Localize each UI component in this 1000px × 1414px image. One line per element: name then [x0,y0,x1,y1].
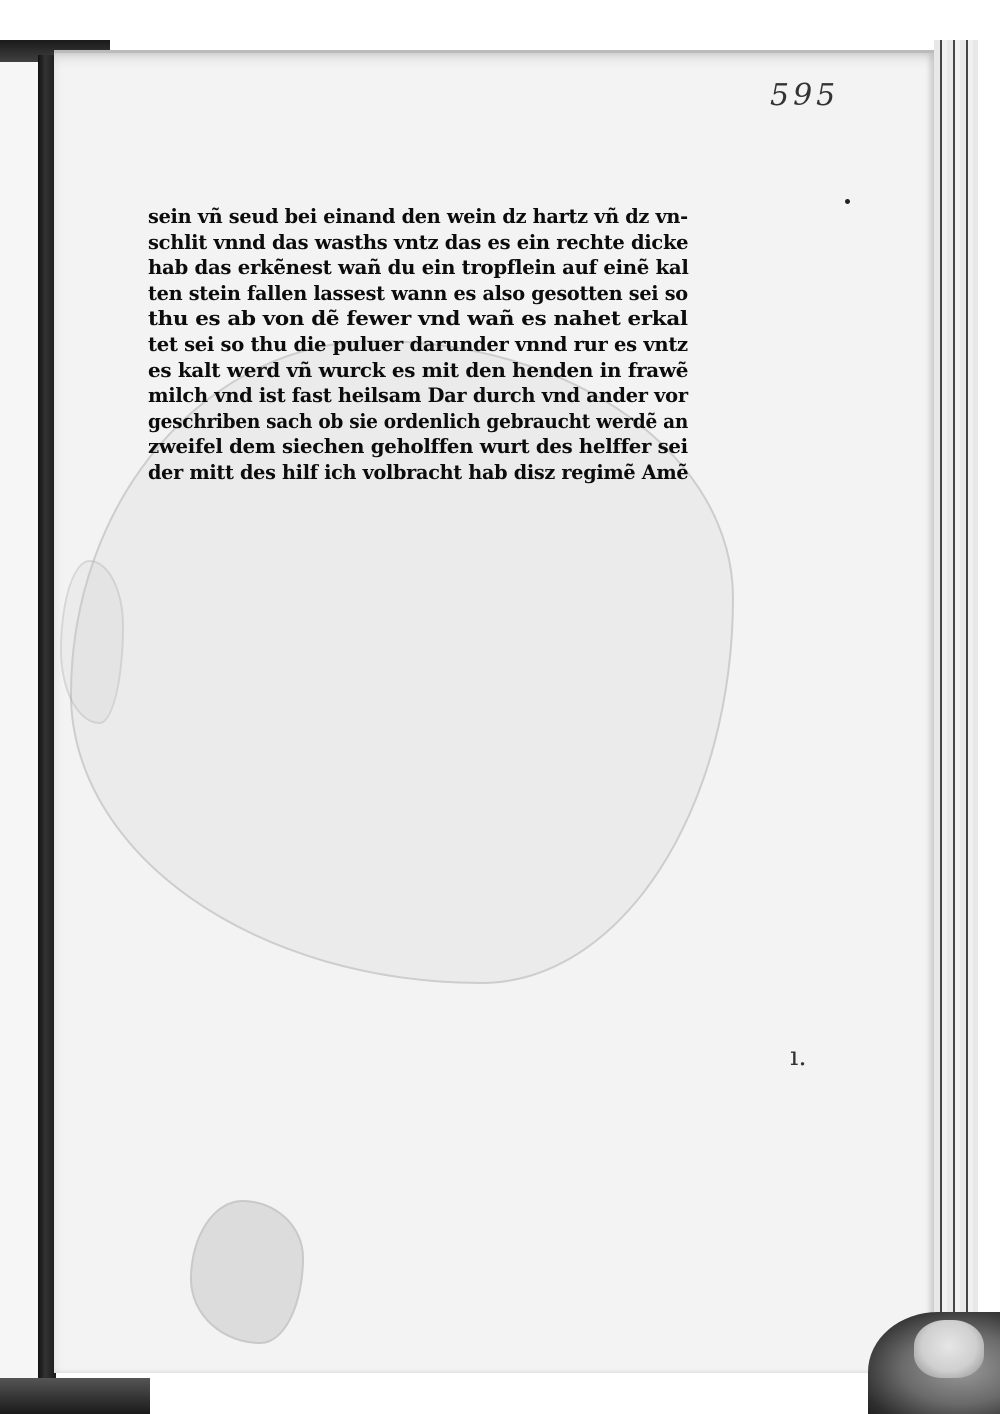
folio-number: 595 [770,78,840,113]
text-line: schlit vnnd das wasths vntz das es ein rechte dicke [148,229,689,254]
thumbnail [914,1320,984,1378]
text-line: sein vñ seud bei einand den wein dz hartz vñ dz vn- [148,204,688,228]
text-line: ten stein fallen lassest wann es also gesotten sei so [148,280,688,305]
water-stain-small [190,1200,304,1344]
text-line: es kalt werd vñ wurck es mit den henden in frawẽ [148,357,689,382]
page-edges [934,40,978,1370]
binding-edge-bottom [0,1378,150,1414]
text-line: milch vnd ist fast heilsam Dar durch vnd ander vor [148,383,688,408]
text-line: tet sei so thu die puluer darunder vnnd rur es vntz [148,331,688,356]
body-text [148,204,688,486]
text-line: zweifel dem siechen geholffen wurt des helffer sei [148,434,688,459]
water-stain-margin [60,560,124,724]
text-line: geschriben sach ob sie ordenlich gebraucht werdẽ an [148,408,688,433]
text-line: hab das erkẽnest wañ du ein tropflein auf einẽ kal [148,255,689,280]
ink-dot [845,199,850,204]
facing-page-fragment [0,62,42,1382]
marginal-mark: ı. [790,1042,807,1072]
text-line: thu es ab von dẽ fewer vnd wañ es nahet erkal [148,306,688,331]
text-line: der mitt des hilf ich volbracht hab disz regimẽ Amẽ [148,459,689,484]
